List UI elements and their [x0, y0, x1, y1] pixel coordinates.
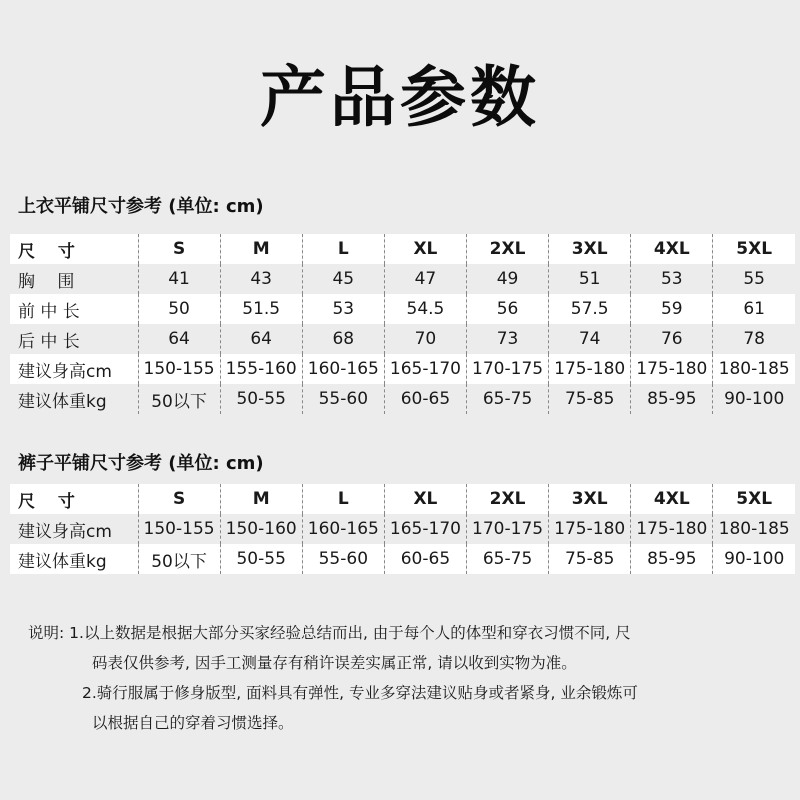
table-cell: 75-85 [549, 384, 631, 414]
table-cell: 73 [467, 324, 549, 354]
table-cell: 175-180 [631, 514, 713, 544]
header-size-cell: L [302, 234, 384, 264]
table-cell: 55 [713, 264, 795, 294]
table-cell: 85-95 [631, 384, 713, 414]
row-label: 胸 围 [18, 271, 75, 292]
row-label: 建议身高cm [18, 521, 112, 542]
table-cell: 49 [467, 264, 549, 294]
table-cell: 50以下 [138, 544, 220, 574]
table-cell: 56 [467, 294, 549, 324]
table-cell: 180-185 [713, 514, 795, 544]
header-size-cell: XL [384, 484, 466, 514]
header-size-cell: S [138, 484, 220, 514]
table-row [10, 264, 795, 294]
table-cell: 160-165 [302, 514, 384, 544]
row-label: 建议身高cm [10, 354, 138, 384]
note-line: 2.骑行服属于修身版型, 面料具有弹性, 专业多穿法建议贴身或者紧身, 业余锻炼可 [82, 684, 638, 702]
row-label: 建议体重kg [10, 544, 138, 574]
table-cell: 53 [631, 264, 713, 294]
table-cell: 75-85 [549, 544, 631, 574]
header-size-cell: M [220, 484, 302, 514]
pants-size-table-heading: 裤子平铺尺寸参考 (单位: cm) [18, 453, 264, 474]
table-cell: 180-185 [713, 354, 795, 384]
table-cell: 64 [138, 324, 220, 354]
header-size-cell: M [220, 234, 302, 264]
table-cell: 53 [302, 294, 384, 324]
table-cell: 60-65 [384, 384, 466, 414]
row-label: 前 中 长 [10, 294, 138, 324]
table-cell: 74 [549, 324, 631, 354]
header-label-cell: 尺 寸 [10, 484, 138, 514]
table-cell: 45 [302, 264, 384, 294]
table-cell: 41 [138, 264, 220, 294]
table-cell: 60-65 [384, 544, 466, 574]
table-cell: 150-155 [138, 514, 220, 544]
table-cell: 160-165 [302, 354, 384, 384]
table-cell: 65-75 [467, 544, 549, 574]
table-row [10, 544, 795, 574]
table-cell: 59 [631, 294, 713, 324]
table-row [10, 384, 795, 414]
table-cell: 150-160 [220, 514, 302, 544]
table-cell: 50以下 [138, 384, 220, 414]
table-cell: 54.5 [384, 294, 466, 324]
page-title: 产品参数 [260, 59, 540, 136]
notes-block [28, 618, 778, 738]
header-size-cell: 3XL [549, 234, 631, 264]
table-cell: 165-170 [384, 514, 466, 544]
table-row [10, 354, 795, 384]
header-size-cell: XL [384, 234, 466, 264]
table-cell: 51.5 [220, 294, 302, 324]
table-header-row [10, 234, 795, 264]
table-cell: 55-60 [302, 384, 384, 414]
note-line: 说明: 1.以上数据是根据大部分买家经验总结而出, 由于每个人的体型和穿衣习惯不同, 尺 [28, 624, 631, 642]
table-cell: 76 [631, 324, 713, 354]
header-size-cell: 2XL [467, 234, 549, 264]
table-cell: 90-100 [713, 544, 795, 574]
table-cell: 165-170 [384, 354, 466, 384]
table-cell: 50-55 [220, 544, 302, 574]
table-cell: 70 [384, 324, 466, 354]
table-cell: 90-100 [713, 384, 795, 414]
table-cell: 50-55 [220, 384, 302, 414]
table-cell: 170-175 [467, 514, 549, 544]
header-size-cell: 4XL [631, 484, 713, 514]
note-line: 以根据自己的穿着习惯选择。 [92, 714, 294, 732]
table-cell: 175-180 [549, 354, 631, 384]
table-cell: 78 [713, 324, 795, 354]
table-cell: 85-95 [631, 544, 713, 574]
table-row [10, 514, 795, 544]
table-cell: 170-175 [467, 354, 549, 384]
table-cell: 51 [549, 264, 631, 294]
top-size-table-heading: 上衣平铺尺寸参考 (单位: cm) [18, 196, 264, 217]
table-row [10, 294, 795, 324]
table-cell: 57.5 [549, 294, 631, 324]
row-label: 后 中 长 [18, 331, 80, 352]
table-cell: 55-60 [302, 544, 384, 574]
table-cell: 68 [302, 324, 384, 354]
row-label: 建议体重kg [18, 391, 107, 412]
table-cell: 47 [384, 264, 466, 294]
table-cell: 175-180 [549, 514, 631, 544]
table-cell: 175-180 [631, 354, 713, 384]
table-row [10, 324, 795, 354]
header-size-cell: 5XL [713, 484, 795, 514]
table-cell: 50 [138, 294, 220, 324]
table-cell: 65-75 [467, 384, 549, 414]
header-size-cell: 4XL [631, 234, 713, 264]
table-cell: 155-160 [220, 354, 302, 384]
table-cell: 64 [220, 324, 302, 354]
header-size-cell: L [302, 484, 384, 514]
header-size-cell: 5XL [713, 234, 795, 264]
header-size-cell: 3XL [549, 484, 631, 514]
header-size-cell: 2XL [467, 484, 549, 514]
table-header-row [10, 484, 795, 514]
table-cell: 150-155 [138, 354, 220, 384]
table-cell: 43 [220, 264, 302, 294]
note-line: 码表仅供参考, 因手工测量存有稍许误差实属正常, 请以收到实物为准。 [92, 654, 577, 672]
table-cell: 61 [713, 294, 795, 324]
pants-size-table [10, 484, 795, 574]
header-size-cell: S [138, 234, 220, 264]
header-label-cell: 尺 寸 [10, 234, 138, 264]
top-size-table [10, 234, 795, 414]
